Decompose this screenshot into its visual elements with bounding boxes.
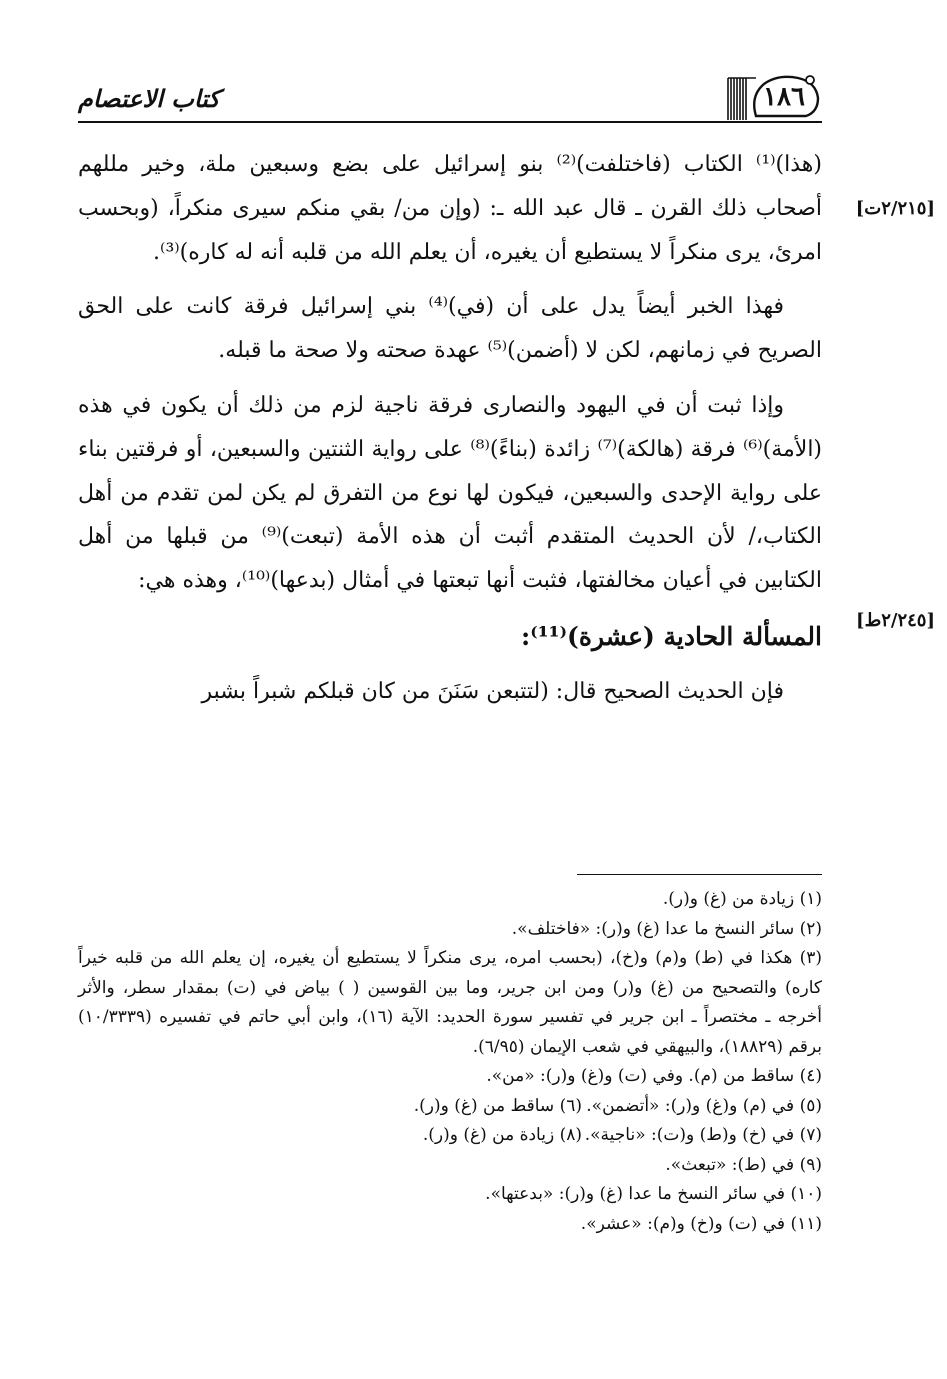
footnote: (١) زيادة من (غ) و(ر). [662, 889, 822, 909]
paragraph: (هذا)⁽¹⁾ الكتاب (فاختلفت)⁽²⁾ بنو إسرائيل على بضع وسبعين ملة، وخير مللهم أصحاب ذلك القرن ـ قال عبد الله ـ: (وإن من/ بقي منكم سيرى منكراً، (وبحسب امرئ، يرى منكراً لا يستطيع أن يغيره، أن يعلم الله من قلبه أنه له كاره)⁽³⁾. [78, 152, 822, 265]
main-text [78, 143, 822, 725]
footnote: (٣) هكذا في (ط) و(م) و(خ)، (بحسب امره، يرى منكراً لا يستطيع أن يغيره، إن يعلم الله من قلبه خيراً كاره) والتصحيح من (غ) و(ر) ومن ابن جرير، وما بين القوسين ( ) بياض في (ت) بمقدار سطر، والأثر أخرجه ـ مختصراً ـ ابن جرير في تفسير سورة الحديد: الآية (١٦)، وابن أبي حاتم في تفسيره (١٠/٣٣٣٩) برقم (١٨٨٢٩)، والبيهقي في شعب الإيمان (٦/٩٥). [78, 948, 822, 1057]
footnote: (٤) ساقط من (م). وفي (ت) و(غ) و(ر): «من». [486, 1066, 822, 1086]
page-number: ١٨٦ [763, 82, 805, 112]
footnote-row [78, 1092, 822, 1122]
footnote: (١١) في (ت) و(خ) و(م): «عشر». [580, 1213, 822, 1234]
footnote: (٦) ساقط من (غ) و(ر). [413, 1095, 582, 1116]
footnote: (٩) في (ط): «تبعث». [665, 1154, 822, 1175]
footnote-separator [577, 874, 822, 875]
margin-reference: [٢/٢١٥ت] [855, 198, 935, 219]
page-header [78, 72, 822, 124]
book-title: كتاب الاعتصام [78, 84, 220, 113]
footnotes [78, 885, 822, 1239]
paragraph: فهذا الخبر أيضاً يدل على أن (في)⁽⁴⁾ بني إسرائيل فرقة كانت على الحق الصريح في زمانهم، لكن لا (أضمن)⁽⁵⁾ عهدة صحته ولا صحة ما قبله. [78, 294, 822, 364]
footnote: (٢) سائر النسخ ما عدا (غ) و(ر): «فاختلف». [511, 918, 822, 939]
footnote: (١٠) في سائر النسخ ما عدا (غ) و(ر): «بدعتها». [485, 1184, 822, 1204]
paragraph: فإن الحديث الصحيح قال: (لتتبعن سَنَنَ من كان قبلكم شبراً بشبر [201, 678, 784, 704]
section-heading: المسألة الحادية (عشرة)⁽¹¹⁾: [521, 621, 822, 651]
footnote: (٧) في (خ) و(ط) و(ت): «ناجية». [584, 1125, 822, 1145]
paragraph: وإذا ثبت أن في اليهود والنصارى فرقة ناجية لزم من ذلك أن يكون في هذه (الأمة)⁽⁶⁾ فرقة (هالكة)⁽⁷⁾ زائدة (بناءً)⁽⁸⁾ على رواية الثنتين والسبعين، أو فرقتين بناء على رواية الإحدى والسبعين، فيكون لها نوع من التفرق لم يكن لمن تقدم من أهل الكتاب،/ لأن الحديث المتقدم أثبت أن هذه الأمة (تبعت)⁽⁹⁾ من قبلها من أهل الكتابين في أعيان مخالفتها، فثبت أنها تبعتها في أمثال (بدعها)⁽¹⁰⁾، وهذه هي: [78, 392, 823, 594]
header-rule [78, 121, 822, 123]
page-number-badge [726, 72, 822, 120]
margin-reference: [٢/٢٤٥ط] [856, 610, 935, 631]
footnote: (٥) في (م) و(غ) و(ر): «أتضمن». [586, 1095, 822, 1116]
footnote: (٨) زيادة من (غ) و(ر). [422, 1125, 582, 1145]
footnote-row [78, 1121, 822, 1151]
